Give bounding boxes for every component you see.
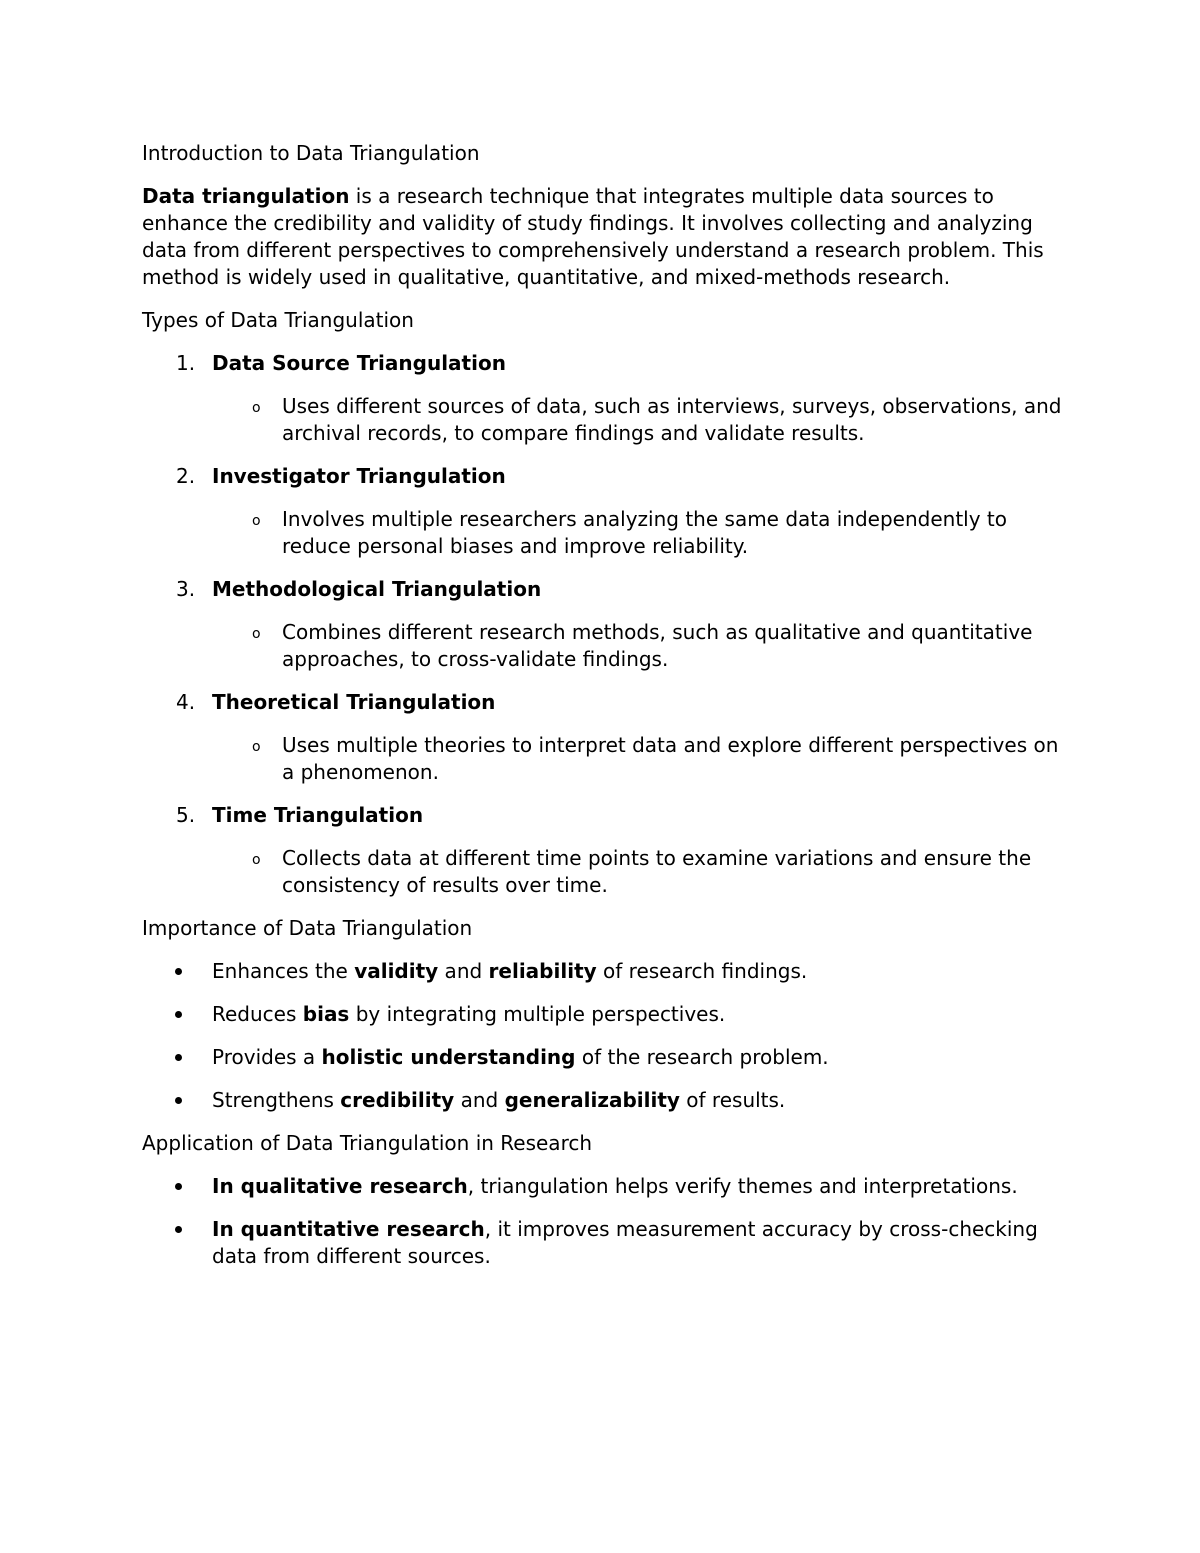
type-detail-text: Involves multiple researchers analyzing the same data independently to reduce personal biases and improve reliability. (282, 507, 1007, 558)
type-title: Time Triangulation (212, 803, 424, 827)
importance-item (142, 1087, 1062, 1114)
bold-term: generalizability (504, 1088, 680, 1112)
type-detail-text: Combines different research methods, such as qualitative and quantitative approaches, to cross-validate findings. (282, 620, 1033, 671)
text-run: by integrating multiple perspectives. (349, 1002, 726, 1026)
type-detail-text: Collects data at different time points to examine variations and ensure the consistency of results over time. (282, 846, 1032, 897)
circle-bullet-icon: o (252, 739, 261, 755)
type-number: 4. (176, 690, 196, 714)
circle-bullet-icon: o (252, 626, 261, 642)
type-number: 5. (176, 803, 196, 827)
importance-item (142, 1044, 1062, 1071)
type-number: 3. (176, 577, 196, 601)
bold-term: credibility (340, 1088, 455, 1112)
circle-bullet-icon: o (252, 400, 261, 416)
type-number: 1. (176, 351, 196, 375)
text-run: of research findings. (596, 959, 808, 983)
intro-body: is a research technique that integrates multiple data sources to enhance the credibility and validity of study findings. It involves collecting and analyzing data from different perspectives to comprehensively understand a research problem. This method is widely used in qualitative, quantitative, and mixed-methods research. (142, 184, 1044, 289)
type-title: Methodological Triangulation (212, 577, 542, 601)
text-run: , it improves measurement accuracy by cross-checking data from different sources. (212, 1217, 1038, 1268)
type-detail (212, 393, 1062, 447)
text-run: Enhances the (212, 959, 355, 983)
bold-term: reliability (488, 959, 597, 983)
type-detail (212, 506, 1062, 560)
text-run: Provides a (212, 1045, 322, 1069)
circle-bullet-icon: o (252, 513, 261, 529)
type-item (142, 463, 1062, 560)
type-detail-text: Uses multiple theories to interpret data and explore different perspectives on a phenomenon. (282, 733, 1059, 784)
text-run: of results. (679, 1088, 786, 1112)
type-detail (212, 619, 1062, 673)
types-heading: Types of Data Triangulation (142, 308, 414, 332)
intro-heading: Introduction to Data Triangulation (142, 141, 480, 165)
type-detail-text: Uses different sources of data, such as interviews, surveys, observations, and archival records, to compare findings and validate results. (282, 394, 1062, 445)
text-run: and (438, 959, 489, 983)
bold-term: In quantitative research (212, 1217, 485, 1241)
text-run: , triangulation helps verify themes and interpretations. (467, 1174, 1018, 1198)
bullet-dot-icon (175, 1183, 182, 1190)
application-heading: Application of Data Triangulation in Research (142, 1131, 593, 1155)
bold-term: validity (354, 959, 439, 983)
type-item (142, 802, 1062, 899)
application-item (142, 1216, 1062, 1270)
importance-list (142, 958, 1062, 1114)
bullet-dot-icon (175, 1097, 182, 1104)
type-item (142, 576, 1062, 673)
bullet-dot-icon (175, 1054, 182, 1061)
text-run: Reduces (212, 1002, 303, 1026)
importance-item (142, 1001, 1062, 1028)
bold-term: holistic understanding (321, 1045, 576, 1069)
application-list (142, 1173, 1062, 1270)
type-number: 2. (176, 464, 196, 488)
text-run: of the research problem. (575, 1045, 829, 1069)
types-list (142, 350, 1062, 899)
bold-term: In qualitative research (212, 1174, 468, 1198)
bullet-dot-icon (175, 1226, 182, 1233)
importance-heading: Importance of Data Triangulation (142, 916, 473, 940)
type-item (142, 350, 1062, 447)
document-page (142, 140, 1062, 1286)
circle-bullet-icon: o (252, 852, 261, 868)
text-run: Strengthens (212, 1088, 341, 1112)
application-item (142, 1173, 1062, 1200)
type-detail (212, 845, 1062, 899)
intro-lead-term: Data triangulation (142, 184, 350, 208)
intro-paragraph (142, 183, 1062, 291)
type-detail (212, 732, 1062, 786)
type-item (142, 689, 1062, 786)
bold-term: bias (302, 1002, 350, 1026)
type-title: Theoretical Triangulation (212, 690, 496, 714)
text-run: and (454, 1088, 505, 1112)
type-title: Investigator Triangulation (212, 464, 506, 488)
type-title: Data Source Triangulation (212, 351, 506, 375)
bullet-dot-icon (175, 1011, 182, 1018)
importance-item (142, 958, 1062, 985)
bullet-dot-icon (175, 968, 182, 975)
